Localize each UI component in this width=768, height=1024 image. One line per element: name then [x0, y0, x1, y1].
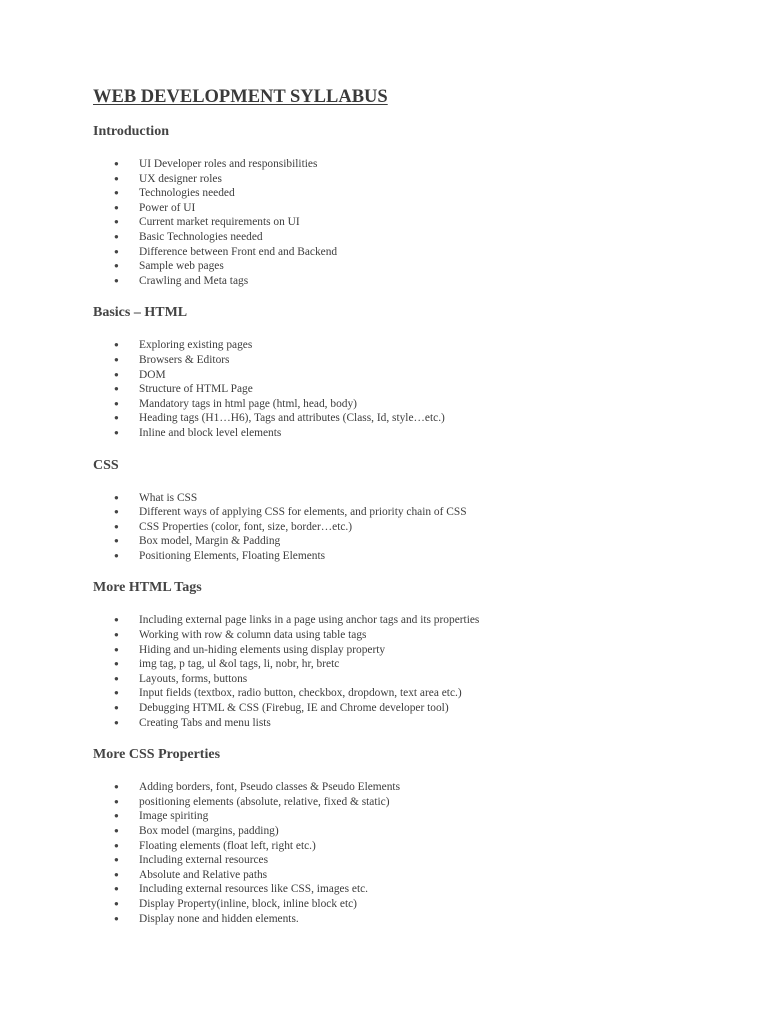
bullet-icon: ●: [114, 492, 119, 502]
bullet-icon: ●: [114, 413, 119, 423]
list-item-text: Absolute and Relative paths: [139, 868, 268, 881]
list-item-text: Layouts, forms, buttons: [139, 672, 248, 685]
bullet-icon: ●: [114, 231, 119, 241]
bullet-icon: ●: [114, 521, 119, 531]
list-item-text: DOM: [139, 368, 166, 381]
bullet-icon: ●: [114, 688, 119, 698]
document-title: WEB DEVELOPMENT SYLLABUS: [93, 87, 388, 107]
bullet-icon: ●: [114, 217, 119, 227]
list-item-text: Current market requirements on UI: [139, 216, 300, 229]
section-heading-basics-html: Basics – HTML: [93, 305, 188, 321]
list-item-text: Heading tags (H1…H6), Tags and attributes (Class, Id, style…etc.): [139, 412, 445, 425]
bullet-list-introduction: [93, 157, 713, 288]
list-item-text: Power of UI: [139, 201, 196, 214]
section-heading-introduction: Introduction: [93, 124, 169, 139]
bullet-icon: ●: [114, 659, 119, 669]
list-item-text: Technologies needed: [139, 187, 235, 200]
list-item-text: Creating Tabs and menu lists: [139, 716, 271, 729]
list-item-text: Including external resources like CSS, images etc.: [139, 883, 369, 896]
list-item: [93, 411, 713, 426]
list-item-text: Including external page links in a page using anchor tags and its properties: [139, 614, 480, 627]
bullet-list-css: [93, 491, 713, 564]
list-item: [93, 809, 713, 824]
bullet-icon: ●: [114, 703, 119, 713]
list-item-text: Debugging HTML & CSS (Firebug, IE and Chrome developer tool): [139, 702, 449, 715]
list-item-text: Difference between Front end and Backend: [139, 245, 338, 258]
list-item: [93, 897, 713, 912]
list-item: [93, 274, 713, 289]
list-item: [93, 259, 713, 274]
list-item: [93, 245, 713, 260]
bullet-icon: ●: [114, 898, 119, 908]
list-item: [93, 397, 713, 412]
list-item: [93, 353, 713, 368]
bullet-icon: ●: [114, 398, 119, 408]
list-item-text: Sample web pages: [139, 260, 224, 273]
list-item-text: Display none and hidden elements.: [139, 912, 299, 925]
bullet-icon: ●: [114, 855, 119, 865]
list-item-text: Including external resources: [139, 854, 269, 867]
list-item: [93, 338, 713, 353]
list-item-text: Floating elements (float left, right etc.): [139, 839, 316, 852]
list-item: [93, 657, 713, 672]
bullet-icon: ●: [114, 630, 119, 640]
bullet-icon: ●: [114, 159, 119, 168]
list-item: [93, 505, 713, 520]
list-item-text: UX designer roles: [139, 172, 222, 185]
list-item: [93, 520, 713, 535]
list-item: [93, 201, 713, 216]
list-item: [93, 868, 713, 883]
list-item: [93, 368, 713, 383]
list-item: [93, 186, 713, 201]
list-item: [93, 716, 713, 731]
bullet-icon: ●: [114, 261, 119, 271]
bullet-list-more-html-tags: [93, 613, 713, 730]
list-item-text: Adding borders, font, Pseudo classes & Pseudo Elements: [139, 781, 401, 794]
list-item-text: Image spiriting: [139, 810, 209, 823]
bullet-icon: ●: [114, 913, 119, 923]
bullet-list-basics-html: [93, 338, 713, 440]
list-item-text: Different ways of applying CSS for elements, and priority chain of CSS: [139, 506, 467, 519]
list-item: [93, 839, 713, 854]
list-item-text: Box model (margins, padding): [139, 825, 279, 837]
bullet-icon: ●: [114, 354, 119, 364]
bullet-icon: ●: [114, 369, 119, 379]
list-item-text: Structure of HTML Page: [139, 383, 253, 396]
bullet-icon: ●: [114, 717, 119, 727]
list-item: [93, 230, 713, 245]
list-item: [93, 824, 713, 839]
list-item-text: positioning elements (absolute, relative, fixed & static): [139, 795, 390, 808]
bullet-icon: ●: [114, 202, 119, 212]
bullet-icon: ●: [114, 869, 119, 879]
list-item-text: Browsers & Editors: [139, 353, 230, 366]
list-item-text: Crawling and Meta tags: [139, 274, 249, 287]
section-heading-css: CSS: [93, 457, 119, 473]
bullet-icon: ●: [114, 811, 119, 821]
bullet-icon: ●: [114, 536, 119, 546]
list-item: [93, 628, 713, 643]
list-item-text: Box model, Margin & Padding: [139, 535, 281, 548]
list-item: [93, 780, 713, 795]
bullet-icon: ●: [114, 840, 119, 850]
list-item: [93, 912, 713, 927]
list-item: [93, 643, 713, 658]
list-item-text: Input fields (textbox, radio button, checkbox, dropdown, text area etc.): [139, 687, 462, 700]
bullet-icon: ●: [114, 796, 119, 806]
list-item-text: CSS Properties (color, font, size, border…etc.): [139, 520, 353, 533]
list-item-text: Exploring existing pages: [139, 339, 253, 352]
bullet-list-more-css-properties: [93, 780, 713, 926]
list-item: [93, 882, 713, 897]
list-item-text: What is CSS: [139, 491, 198, 504]
bullet-icon: ●: [114, 173, 119, 183]
list-item: [93, 534, 713, 549]
bullet-icon: ●: [114, 246, 119, 256]
list-item-text: UI Developer roles and responsibilities: [139, 158, 318, 170]
bullet-icon: ●: [114, 644, 119, 654]
list-item-text: Hiding and un-hiding elements using display property: [139, 643, 386, 656]
list-item: [93, 549, 713, 564]
bullet-icon: ●: [114, 884, 119, 894]
bullet-icon: ●: [114, 340, 119, 350]
list-item: [93, 172, 713, 187]
list-item: [93, 853, 713, 868]
list-item: [93, 701, 713, 716]
list-item: [93, 795, 713, 810]
bullet-icon: ●: [114, 550, 119, 560]
list-item: [93, 157, 713, 172]
bullet-icon: ●: [114, 782, 119, 792]
section-heading-more-html-tags: More HTML Tags: [93, 580, 202, 596]
bullet-icon: ●: [114, 826, 119, 835]
list-item: [93, 215, 713, 230]
list-item-text: img tag, p tag, ul &ol tags, li, nobr, hr, bretc: [139, 658, 340, 671]
list-item-text: Basic Technologies needed: [139, 230, 263, 243]
list-item: [93, 672, 713, 687]
section-heading-more-css-properties: More CSS Properties: [93, 747, 221, 763]
bullet-icon: ●: [114, 188, 119, 198]
list-item-text: Display Property(inline, block, inline block etc): [139, 897, 357, 910]
list-item: [93, 686, 713, 701]
list-item-text: Inline and block level elements: [139, 426, 282, 439]
list-item-text: Mandatory tags in html page (html, head, body): [139, 397, 357, 410]
list-item: [93, 426, 713, 441]
document-page: [93, 86, 713, 926]
bullet-icon: ●: [114, 507, 119, 517]
list-item: [93, 613, 713, 628]
list-item: [93, 382, 713, 397]
list-item-text: Positioning Elements, Floating Elements: [139, 549, 326, 562]
bullet-icon: ●: [114, 615, 119, 625]
list-item: [93, 491, 713, 506]
bullet-icon: ●: [114, 275, 119, 285]
bullet-icon: ●: [114, 427, 119, 437]
list-item-text: Working with row & column data using table tags: [139, 629, 367, 642]
bullet-icon: ●: [114, 673, 119, 683]
bullet-icon: ●: [114, 384, 119, 394]
